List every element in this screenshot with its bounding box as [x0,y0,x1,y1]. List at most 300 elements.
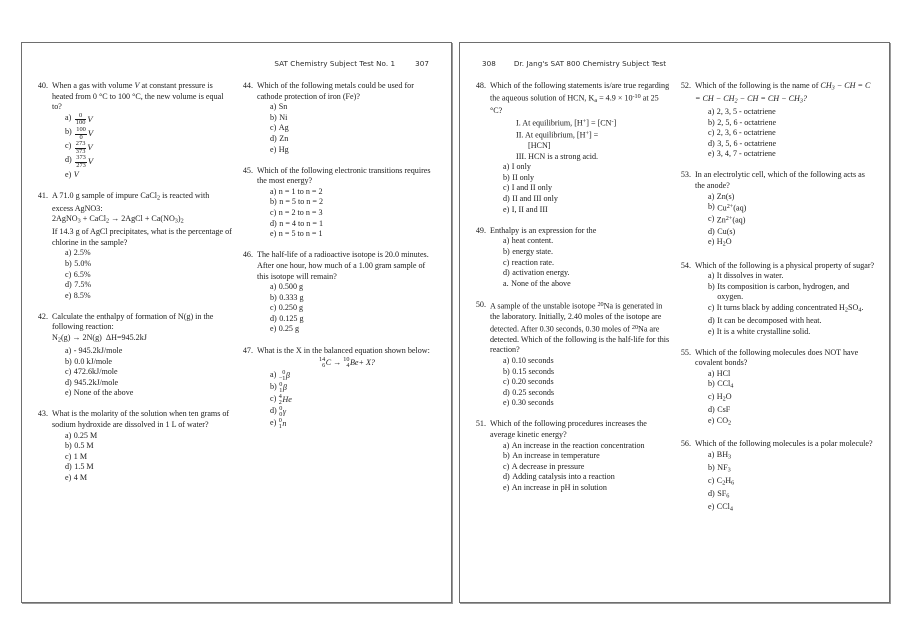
choice-text: 0.30 seconds [511,398,554,408]
choice-a[interactable] [65,248,232,259]
atomic-number: −1 [278,375,286,383]
choice-letter: d) [503,472,510,482]
choice-text: Adding catalysis into a reaction [512,472,615,482]
question-number: 49. [475,225,486,235]
choice-e[interactable] [503,279,670,290]
choice-list [695,107,875,160]
question-number: 46. [242,250,253,260]
choice-text: n = 5 to n = 1 [278,229,323,239]
choice-text [74,141,232,155]
choice-b[interactable] [708,282,875,303]
atomic-number: 1 [278,423,282,431]
choice-letter: a) [503,162,510,172]
organic-formula: $CH_3$ − CH = C = CH − $CH_2$ − CH = CH − $CH_3$? [695,81,871,105]
choice-text: 5.0% [74,258,92,268]
question-40 [36,81,232,180]
choice-text [74,113,232,127]
question-number: 53. [680,170,691,180]
choice-letter: d) [65,280,72,290]
choice-text: II only [512,172,535,182]
choice-e[interactable] [65,388,232,399]
choice-letter: d) [270,313,277,323]
question-56 [679,439,875,514]
choice-letter: e) [65,290,72,300]
choice-b[interactable] [708,118,875,129]
question-52 [679,81,875,160]
question-stem: When a gas with volume V at constant pressure is heated from 0 °C to 100 °C, the new volume is equal to? [52,81,224,112]
roman-statement-1: I. At equilibrium, [H+] = [CN-] [516,117,617,128]
choice-text: $H_2O$ [716,237,732,248]
choice-text: energy state. [512,246,554,256]
choice-c[interactable] [270,208,437,219]
choice-list [490,162,670,215]
choice-b[interactable] [270,113,437,124]
choice-letter: c) [270,303,277,313]
choice-text: I, II and III [511,204,548,214]
choice-text: heat content. [511,236,554,246]
choice-letter: b) [65,356,72,366]
choice-letter: d) [503,387,510,397]
page-number: 308 [482,59,496,68]
choice-text: $Cu^{2+}(aq)$ [717,203,747,213]
choice-letter: b) [65,126,72,136]
choice-text: It is a white crystalline solid. [716,326,811,336]
question-number: 52. [680,81,691,90]
choice-letter: a) [65,345,72,355]
choice-e[interactable] [270,229,437,240]
choice-d[interactable] [270,406,437,418]
choice-e[interactable] [708,502,875,515]
question-47 [241,346,437,431]
choice-text: activation energy. [512,268,570,278]
question-number: 54. [680,260,691,270]
choice-e[interactable] [708,327,875,338]
choice-d[interactable] [708,139,875,150]
choice-a[interactable] [65,346,232,357]
choice-text: n = 2 to n = 3 [278,208,323,218]
choice-a[interactable] [503,236,670,247]
choice-b[interactable] [65,127,232,141]
choice-letter: b) [503,451,510,461]
choice-c[interactable] [708,128,875,139]
choice-letter: e) [503,483,510,493]
choice-e[interactable] [65,170,232,181]
choice-d[interactable] [65,378,232,389]
fraction-numerator: 0 [75,113,87,121]
choice-a[interactable] [270,370,437,382]
question-stem: The half-life of a radioactive isotope is 20.0 minutes. After one hour, how much of a 1.00 gram sample of this isotope will remain? [257,250,429,281]
page-header-right [482,59,666,68]
choice-a[interactable] [503,356,670,367]
question-stem: Which of the following molecules is a polar molecule? [695,439,873,449]
choice-b[interactable] [65,357,232,368]
choice-letter: a) [708,368,715,378]
choice-a[interactable] [270,102,437,113]
choice-text [279,406,437,418]
choice-text: 6.5% [73,269,91,279]
question-50 [474,300,670,409]
choice-letter: a) [65,430,72,440]
choice-text: It dissolves in water. [716,271,784,281]
choice-c[interactable] [708,303,875,316]
choice-text: 0.0 kJ/mole [74,356,113,366]
choice-c[interactable] [270,123,437,134]
choice-list [52,248,232,301]
fraction-denominator: 0 [79,133,83,141]
choice-text: 0.125 g [279,313,304,323]
question-number: 43. [37,409,48,419]
header-title: Dr. Jang's SAT 800 Chemistry Subject Test [513,59,667,68]
choice-c[interactable] [708,392,875,405]
question-54 [679,261,875,338]
mass-number: 0 [279,381,283,389]
choice-b[interactable] [270,197,437,208]
choice-letter: b) [708,462,715,472]
choice-letter: a) [708,271,715,281]
roman-statement-2: II. At equilibrium, [H+] = [HCN] [516,129,599,151]
choice-d[interactable] [270,314,437,325]
choice-letter: e) [65,472,72,482]
choice-text: 1.5 M [74,462,94,472]
choice-text: Cu(s) [717,226,736,236]
choice-e[interactable] [65,291,232,302]
choice-letter: c) [708,475,715,485]
choice-text: $CO_2$ [716,415,732,427]
choice-text: HCl [716,368,731,378]
choice-text: 3, 4, 7 - octatriene [716,149,776,159]
choice-b[interactable] [65,259,232,270]
choice-letter: c) [270,123,277,133]
choice-letter: a. [503,278,509,288]
choice-a[interactable] [270,282,437,293]
choice-b[interactable] [503,247,670,258]
choice-letter: e) [503,398,510,408]
fraction-denominator: 273 [76,161,86,169]
choice-text: None of the above [73,388,134,398]
choice-c[interactable] [708,476,875,489]
choice-list [490,236,670,289]
column-3 [474,81,670,592]
choice-letter: c) [708,302,715,312]
choice-list [695,450,875,515]
choice-text: 2, 3, 5 - octatriene [716,106,776,116]
choice-letter: d) [708,138,715,148]
choice-letter: e) [708,326,715,336]
choice-letter: c) [65,269,72,279]
choice-c[interactable] [503,258,670,269]
particle-symbol: β [285,371,290,381]
choice-d[interactable] [708,489,875,502]
question-49 [474,226,670,290]
choice-text: An increase in temperature [512,451,600,461]
column-1 [36,81,232,592]
choice-text: 1 M [73,451,88,461]
question-number: 42. [37,311,48,321]
choice-d[interactable] [708,405,875,416]
choice-e[interactable] [503,483,670,494]
choice-d[interactable] [65,155,232,169]
choice-letter: e) [65,169,72,179]
choice-c[interactable] [503,462,670,473]
choice-text: 945.2kJ/mole [74,377,119,387]
choice-e[interactable] [270,145,437,156]
choice-letter: b) [65,441,72,451]
choice-c[interactable] [65,141,232,155]
choice-c[interactable] [65,270,232,281]
atomic-number: 2 [278,399,282,407]
choice-a[interactable] [708,369,875,380]
choice-list [52,431,232,484]
choice-letter: a) [708,191,715,201]
choice-text: 0.25 seconds [512,387,555,397]
fraction-denominator: 100 [75,119,86,127]
question-53 [679,170,875,250]
choice-text [279,370,437,382]
question-stem: A 71.0 g sample of impure CaCl$_2$ is reacted with excess AgNO3: [52,190,210,213]
mass-number: 0 [282,369,286,377]
atomic-number: 6 [322,362,326,370]
choice-e[interactable] [270,418,437,430]
choice-a[interactable] [65,431,232,442]
choice-text: A decrease in pressure [511,461,585,471]
question-number: 44. [242,81,253,90]
choice-letter: d) [708,226,715,236]
choice-list [695,271,875,337]
choice-letter: b) [270,292,277,302]
choice-e[interactable] [708,149,875,160]
page-left [21,42,452,603]
particle-symbol: β [282,383,287,393]
question-number: 55. [680,347,691,357]
choice-text: n = 5 to n = 2 [279,197,324,207]
choice-letter: c) [65,141,72,151]
choice-letter: c) [503,257,510,267]
choice-b[interactable] [708,379,875,392]
page-number: 307 [415,59,429,68]
choice-e[interactable] [270,324,437,335]
column-2 [241,81,437,592]
choice-letter: d) [65,377,72,387]
fraction-variable: V [87,113,93,124]
choice-text: 7.5% [74,280,92,290]
left-page-columns [36,81,441,592]
choice-text: $BH_3$ [716,449,732,461]
choice-text [279,382,437,394]
choice-text: 2, 3, 6 - octatriene [716,128,776,138]
choice-letter: b) [708,202,715,212]
question-stem: What is the molarity of the solution when ten grams of sodium hydroxide are dissolved in 1 L of water? [52,409,230,429]
choice-e[interactable] [708,416,875,429]
choice-c[interactable] [65,367,232,378]
choice-text: 0.25 g [278,324,300,334]
choice-d[interactable] [270,219,437,230]
choice-letter: a) [503,355,510,365]
choice-letter: b) [65,258,72,268]
choice-d[interactable] [65,280,232,291]
choice-text: It turns black by adding concentrated $H_2SO_4$. [716,302,864,314]
choice-letter: c) [708,392,715,402]
choice-text: 0.5 M [74,441,94,451]
fraction-numerator: 100 [76,125,86,133]
right-page-columns [474,81,879,592]
choice-letter: a) [270,102,277,112]
question-42 [36,312,232,399]
question-number: 41. [37,190,48,200]
atomic-number: 4 [346,362,350,370]
choice-c[interactable] [270,394,437,406]
choice-list [257,282,437,335]
choice-a[interactable] [708,271,875,282]
choice-letter: e) [708,237,715,247]
choice-b[interactable] [503,173,670,184]
choice-text: 0.250 g [278,303,304,313]
question-48 [474,81,670,215]
fraction-variable: V [87,156,94,167]
choice-letter: a) [270,370,277,380]
particle-symbol: n [282,419,287,429]
choice-text: None of the above [511,278,571,288]
choice-letter: e) [270,144,277,154]
choice-c[interactable] [270,303,437,314]
fraction-variable: V [87,142,93,153]
choice-letter: c) [65,367,72,377]
choice-letter: e) [708,415,715,425]
choice-a[interactable] [503,441,670,452]
choice-letter: c) [503,377,510,387]
column-4 [679,81,875,592]
choice-e[interactable] [708,237,875,250]
choice-letter: e) [503,204,510,214]
roman-statement-list [490,117,670,163]
choice-letter: a) [270,282,277,292]
choice-d[interactable] [708,316,875,327]
choice-letter: c) [503,183,510,193]
choice-text: 4 M [73,472,88,482]
question-equation: 2AgNO$_3$ + CaCl$_2$ → 2AgCl + $Ca(NO_3)_2$ [52,214,184,225]
mass-number: 10 [343,356,350,364]
choice-letter: c) [270,394,277,404]
choice-text: 0.500 g [278,282,304,292]
choice-text: n = 1 to n = 2 [278,186,323,196]
choice-b[interactable] [270,382,437,394]
choice-c[interactable] [503,377,670,388]
choice-letter: d) [503,194,510,204]
question-number: 45. [242,165,253,175]
choice-text: CCl$_4$ [716,501,733,513]
choice-a[interactable] [708,450,875,463]
choice-letter: d) [708,488,715,498]
choice-letter: e) [65,388,72,398]
choice-d[interactable] [270,134,437,145]
choice-text: 0.333 g [279,292,304,302]
choice-a[interactable] [708,107,875,118]
choice-d[interactable] [503,268,670,279]
choice-text: 0.15 seconds [512,366,555,376]
question-number: 56. [680,439,691,449]
choice-letter: a) [708,106,715,116]
choice-b[interactable] [708,463,875,476]
choice-list [695,369,875,429]
choice-letter: d) [65,155,72,165]
choice-d[interactable] [503,194,670,205]
atomic-number: 0 [279,411,283,419]
choice-letter: a) [708,449,715,459]
question-number: 47. [242,345,253,355]
choice-letter: c) [708,128,715,138]
mass-number: 0 [278,417,282,425]
choice-letter: d) [270,406,277,416]
choice-a[interactable] [65,113,232,127]
choice-list [52,113,232,180]
choice-a[interactable] [503,162,670,173]
choice-b[interactable] [503,367,670,378]
choice-text: An increase in the reaction concentration [511,440,645,450]
choice-e[interactable] [65,473,232,484]
choice-c[interactable] [708,214,875,226]
choice-list [490,441,670,494]
choice-letter: a) [503,236,510,246]
question-stem-continued: If 14.3 g of AgCl precipitates, what is the percentage of chlorine in the sample? [52,227,232,247]
question-45 [241,166,437,240]
choice-letter: b) [708,379,715,389]
choice-letter: c) [708,214,715,224]
choice-list [257,187,437,240]
question-stem: Which of the following procedures increases the average kinetic energy? [490,419,647,440]
choice-text: $SF_6$ [717,488,730,500]
question-51 [474,419,670,493]
question-stem: Which of the following statements is/are true regarding the aqueous solution of HCN, $K_a = 4.9 \times 10^{-10}$ at 25 °C? [490,81,670,116]
question-stem: A sample of the unstable isotope $^{20}$Na is generated in the laboratory. Initially, 2.40 moles of the isotope are detected. After 0.30 seconds, 0.30 moles of $^{20}$Na are detected. Which of the following is the half-life for this reaction? [490,300,670,355]
choice-b[interactable] [503,451,670,462]
choice-b[interactable] [708,202,875,214]
question-stem: Which of the following metals could be used for cathode protection of iron (Fe)? [257,81,414,101]
choice-letter: e) [270,324,277,334]
question-43 [36,409,232,483]
choice-text: II and III only [512,194,558,204]
choice-text [279,418,437,430]
choice-text [74,155,232,169]
question-stem: Which of the following molecules does NOT have covalent bonds? [695,347,859,368]
choice-d[interactable] [503,472,670,483]
choice-list [257,102,437,155]
choice-text: 0.25 M [73,430,98,440]
choice-d[interactable] [65,462,232,473]
choice-b[interactable] [270,293,437,304]
fraction-numerator: 273 [75,140,86,148]
choice-e[interactable] [503,205,670,216]
question-41 [36,191,232,302]
question-stem: Which of the following is the name of $CH_3$ − CH = C = CH − $CH_2$ − CH = CH − $CH_3$? [695,81,871,105]
choice-c[interactable] [503,183,670,194]
choice-a[interactable] [708,192,875,203]
choice-a[interactable] [270,187,437,198]
choice-text: reaction rate. [511,257,555,267]
question-stem: What is the X in the balanced equation shown below: [257,345,430,355]
unknown-term: + X? [358,358,375,368]
choice-letter: a) [65,112,72,122]
roman-statement-3: III. HCN is a strong acid. [516,151,599,161]
element-symbol: C [325,358,332,368]
choice-b[interactable] [65,441,232,452]
choice-d[interactable] [503,388,670,399]
choice-e[interactable] [503,398,670,409]
choice-c[interactable] [65,452,232,463]
fraction-denominator: 373 [75,147,86,155]
choice-text: I only [511,162,531,172]
choice-text: 0.10 seconds [511,355,554,365]
choice-d[interactable] [708,227,875,238]
choice-letter: a) [503,440,510,450]
